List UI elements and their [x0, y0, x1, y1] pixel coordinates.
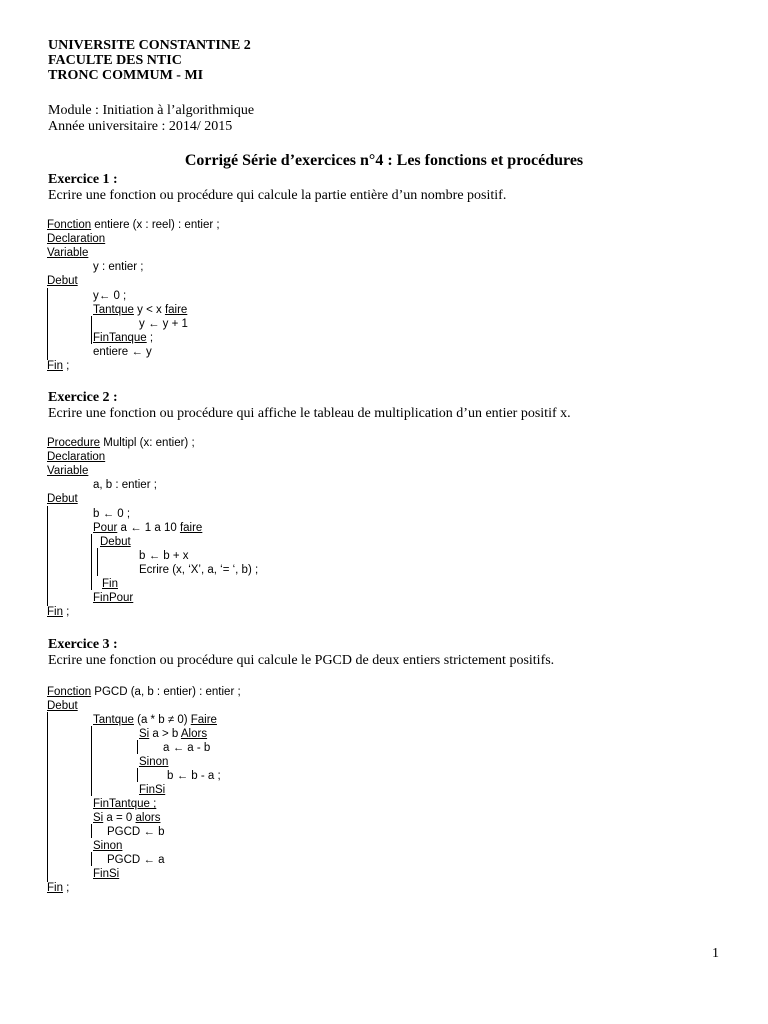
ex2-line-4: a, b : entier ;	[93, 479, 157, 491]
ex3-line-2: Debut	[47, 700, 78, 712]
page-number: 1	[712, 946, 719, 961]
ex3-line-15: Fin ;	[47, 882, 70, 894]
ex2-line-7: Pour a ← 1 a 10 faire	[93, 522, 203, 534]
tronc-name: TRONC COMMUM - MI	[48, 68, 204, 83]
ex2-line-5: Debut	[47, 493, 78, 505]
exercise-3-heading: Exercice 3 :	[48, 637, 118, 652]
ex2-line-13: Fin ;	[47, 606, 70, 618]
ex2-block-bar	[47, 506, 48, 606]
ex2-line-8: Debut	[100, 536, 131, 548]
exercise-3-statement: Ecrire une fonction ou procédure qui calcule le PGCD de deux entiers strictement positifs.	[48, 653, 555, 668]
ex1-line-9: FinTanque ;	[93, 332, 154, 344]
page-title: Corrigé Série d’exercices n°4 : Les fonctions et procédures	[184, 152, 584, 169]
module-line: Module : Initiation à l’algorithmique	[48, 103, 255, 118]
ex2-line-2: Declaration	[47, 451, 106, 463]
ex1-line-5: Debut	[47, 275, 78, 287]
ex2-loop-bar	[91, 534, 92, 590]
ex3-if-else-bar	[137, 768, 138, 782]
ex3-while-bar	[91, 726, 92, 796]
exercise-2-heading: Exercice 2 :	[48, 390, 118, 405]
ex3-block-bar	[47, 712, 48, 882]
ex2-line-6: b ← 0 ;	[93, 508, 131, 520]
ex1-line-11: Fin ;	[47, 360, 70, 372]
ex3-line-7: b ← b - a ;	[167, 770, 221, 782]
ex3-line-11: PGCD ← b	[107, 826, 165, 838]
university-name: UNIVERSITE CONSTANTINE 2	[48, 38, 251, 53]
ex3-line-5: a ← a - b	[163, 742, 211, 754]
ex2-line-1: Procedure Multipl (x: entier) ;	[47, 437, 195, 449]
ex2-line-3: Variable	[47, 465, 89, 477]
year-line: Année universitaire : 2014/ 2015	[48, 119, 233, 134]
ex1-loop-bar	[91, 316, 92, 344]
ex3-line-14: FinSi	[93, 868, 120, 880]
ex1-line-2: Declaration	[47, 233, 106, 245]
exercise-1-statement: Ecrire une fonction ou procédure qui calcule la partie entière d’un nombre positif.	[48, 188, 507, 203]
ex1-block-bar	[47, 288, 48, 360]
ex2-line-11: Fin	[102, 578, 118, 590]
ex1-line-10: entiere ← y	[93, 346, 152, 358]
ex3-line-12: Sinon	[93, 840, 123, 852]
ex3-line-1: Fonction PGCD (a, b : entier) : entier ;	[47, 686, 241, 698]
ex3-if-then-bar	[137, 740, 138, 754]
ex3-line-8: FinSi	[139, 784, 166, 796]
ex3-line-9: FinTantque ;	[93, 798, 157, 810]
ex3-line-10: Si a = 0 alors	[93, 812, 161, 824]
exercise-2-statement: Ecrire une fonction ou procédure qui affiche le tableau de multiplication d’un entier positif x.	[48, 406, 571, 421]
faculty-name: FACULTE DES NTIC	[48, 53, 182, 68]
ex2-line-9: b ← b + x	[139, 550, 189, 562]
ex3-line-4: Si a > b Alors	[139, 728, 208, 740]
ex1-line-6: y← 0 ;	[93, 290, 127, 302]
ex1-line-8: y ← y + 1	[139, 318, 188, 330]
ex1-line-7: Tantque y < x faire	[93, 304, 188, 316]
ex1-line-4: y : entier ;	[93, 261, 144, 273]
ex3-if2-then-bar	[91, 824, 92, 838]
ex2-inner-bar	[97, 548, 98, 576]
ex3-line-3: Tantque (a * b ≠ 0) Faire	[93, 714, 217, 726]
ex2-line-10: Ecrire (x, ‘X’, a, ‘= ‘, b) ;	[139, 564, 259, 576]
exercise-1-heading: Exercice 1 :	[48, 172, 118, 187]
ex1-line-3: Variable	[47, 247, 89, 259]
ex3-if2-else-bar	[91, 852, 92, 866]
ex3-line-6: Sinon	[139, 756, 169, 768]
ex3-line-13: PGCD ← a	[107, 854, 165, 866]
ex2-line-12: FinPour	[93, 592, 134, 604]
ex1-line-1: Fonction entiere (x : reel) : entier ;	[47, 219, 220, 231]
